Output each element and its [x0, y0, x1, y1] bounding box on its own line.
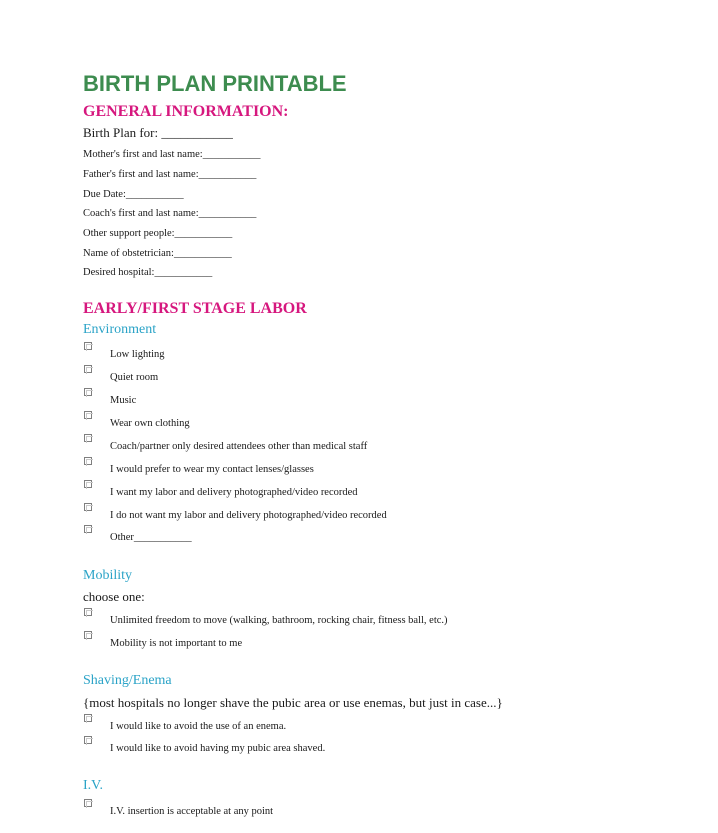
birth-plan-for-field: Birth Plan for: ___________: [83, 125, 233, 140]
option-low-lighting: Low lighting: [110, 349, 165, 360]
checkbox-attendees[interactable]: [84, 434, 92, 442]
checkbox-mobility-not-important[interactable]: [84, 631, 92, 639]
desired-hospital-field: Desired hospital:___________: [83, 267, 213, 278]
option-not-photographed: I do not want my labor and delivery photographed/video recorded: [110, 510, 387, 521]
mobility-note: choose one:: [83, 589, 145, 604]
shaving-enema-note: {most hospitals no longer shave the pubic area or use enemas, but just in case...}: [83, 695, 503, 710]
checkbox-unlimited-freedom[interactable]: [84, 608, 92, 616]
father-name-field: Father's first and last name:___________: [83, 169, 257, 180]
option-photographed: I want my labor and delivery photographed/video recorded: [110, 487, 358, 498]
obstetrician-field: Name of obstetrician:___________: [83, 248, 232, 259]
iv-heading: I.V.: [83, 778, 103, 793]
option-avoid-enema: I would like to avoid the use of an enema.: [110, 721, 287, 732]
option-mobility-not-important: Mobility is not important to me: [110, 638, 243, 649]
checkbox-contact-lenses[interactable]: [84, 457, 92, 465]
checkbox-iv-insertion[interactable]: [84, 799, 92, 807]
option-attendees: Coach/partner only desired attendees other than medical staff: [110, 441, 368, 452]
checkbox-quiet-room[interactable]: [84, 365, 92, 373]
due-date-field: Due Date:___________: [83, 189, 184, 200]
environment-heading: Environment: [83, 322, 157, 337]
option-iv-insertion: I.V. insertion is acceptable at any point: [110, 806, 274, 817]
option-quiet-room: Quiet room: [110, 372, 159, 383]
general-information-heading: GENERAL INFORMATION:: [83, 103, 289, 120]
document-title: BIRTH PLAN PRINTABLE: [83, 71, 347, 96]
option-own-clothing: Wear own clothing: [110, 418, 190, 429]
option-music: Music: [110, 395, 137, 406]
checkbox-avoid-enema[interactable]: [84, 714, 92, 722]
option-other: Other___________: [110, 532, 192, 543]
checkbox-photographed[interactable]: [84, 480, 92, 488]
checkbox-not-photographed[interactable]: [84, 503, 92, 511]
checkbox-other[interactable]: [84, 525, 92, 533]
coach-name-field: Coach's first and last name:___________: [83, 208, 257, 219]
early-labor-heading: EARLY/FIRST STAGE LABOR: [83, 300, 307, 317]
checkbox-music[interactable]: [84, 388, 92, 396]
option-contact-lenses: I would prefer to wear my contact lenses/glasses: [110, 464, 314, 475]
option-avoid-shaving: I would like to avoid having my pubic area shaved.: [110, 743, 326, 754]
option-unlimited-freedom: Unlimited freedom to move (walking, bathroom, rocking chair, fitness ball, etc.): [110, 615, 448, 626]
checkbox-own-clothing[interactable]: [84, 411, 92, 419]
checkbox-low-lighting[interactable]: [84, 342, 92, 350]
checkbox-avoid-shaving[interactable]: [84, 736, 92, 744]
mobility-heading: Mobility: [83, 568, 133, 583]
support-people-field: Other support people:___________: [83, 228, 233, 239]
shaving-enema-heading: Shaving/Enema: [83, 673, 172, 688]
mother-name-field: Mother's first and last name:___________: [83, 149, 261, 160]
